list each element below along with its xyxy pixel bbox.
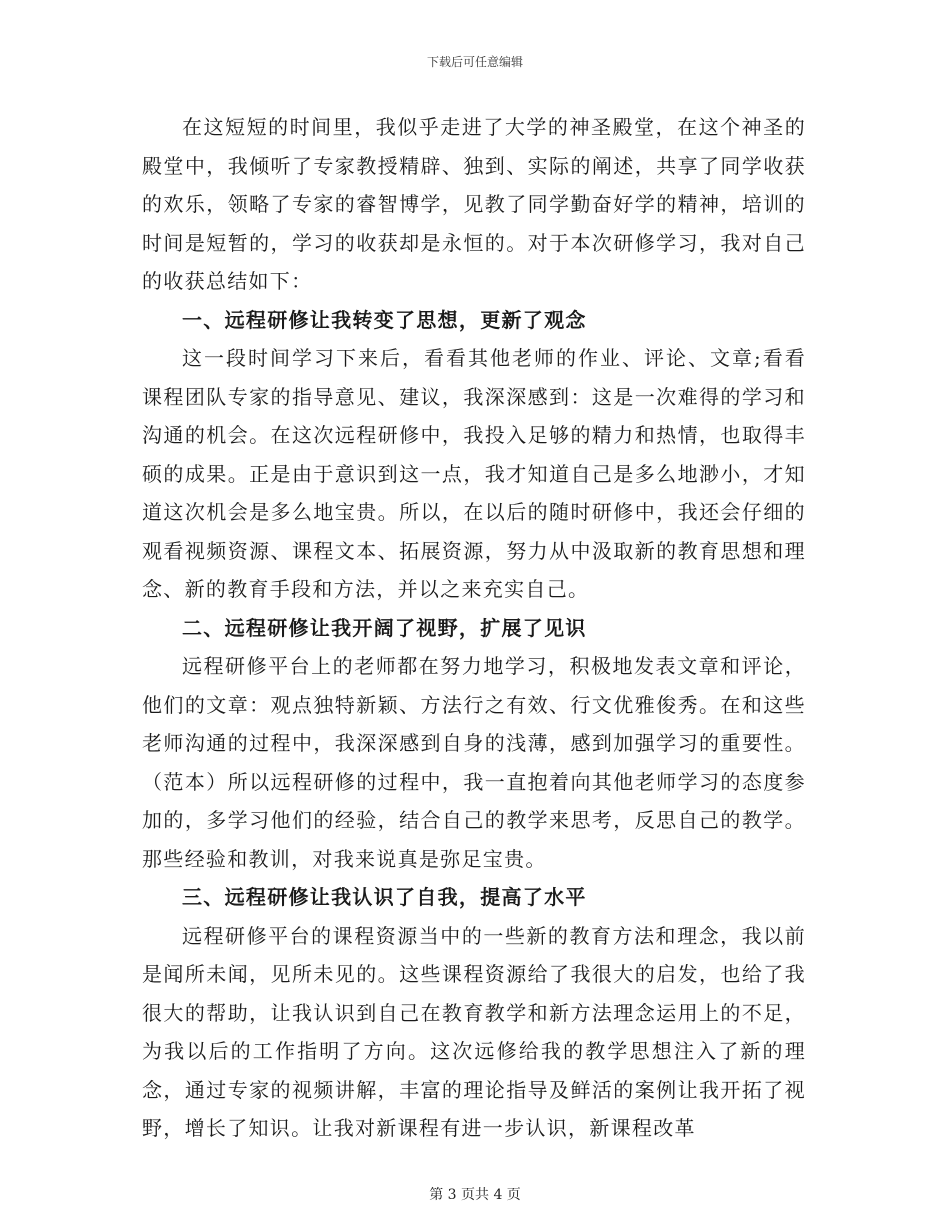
section-heading-2: 二、远程研修让我开阔了视野，扩展了见识 <box>182 615 587 640</box>
section-2-paragraph: 远程研修平台上的老师都在努力地学习，积极地发表文章和评论，他们的文章：观点独特新颖、方法行之有效、行文优雅俊秀。在和这些老师沟通的过程中，我深深感到自身的浅薄，感到加强学习的重要性。（范本）所以远程研修的过程中，我一直抱着向其他老师学习的态度参加的，多学习他们的经验，结合自己的教学来思考，反思自己的教学。那些经验和教训，对我来说真是弥足宝贵。 <box>142 654 806 871</box>
section-3-paragraph: 远程研修平台的课程资源当中的一些新的教育方法和理念，我以前是闻所未闻，见所未见的。这些课程资源给了我很大的启发，也给了我很大的帮助，让我认识到自己在教育教学和新方法理念运用上的不足，为我以后的工作指明了方向。这次远修给我的教学思想注入了新的理念，通过专家的视频讲解，丰富的理论指导及鲜活的案例让我开拓了视野，增长了知识。让我对新课程有进一步认识，新课程改革 <box>142 923 806 1140</box>
section-1-paragraph: 这一段时间学习下来后，看看其他老师的作业、评论、文章;看看课程团队专家的指导意见、建议，我深深感到：这是一次难得的学习和沟通的机会。在这次远程研修中，我投入足够的精力和热情，也取得丰硕的成果。正是由于意识到这一点，我才知道自己是多么地渺小，才知道这次机会是多么地宝贵。所以，在以后的随时研修中，我还会仔细的观看视频资源、课程文本、拓展资源，努力从中汲取新的教育思想和理念、新的教育手段和方法，并以之来充实自己。 <box>142 346 806 601</box>
document-body <box>142 108 806 1148</box>
page-number: 第 3 页共 4 页 <box>429 1187 521 1203</box>
page-header: 下载后可任意编辑 <box>426 55 523 69</box>
intro-paragraph: 在这短短的时间里，我似乎走进了大学的神圣殿堂，在这个神圣的殿堂中，我倾听了专家教授精辟、独到、实际的阐述，共享了同学收获的欢乐，领略了专家的睿智博学，见教了同学勤奋好学的精神，培训的时间是短暂的，学习的收获却是永恒的。对于本次研修学习，我对自己的收获总结如下： <box>142 115 806 293</box>
section-heading-1: 一、远程研修让我转变了思想，更新了观念 <box>182 307 587 332</box>
section-heading-3: 三、远程研修让我认识了自我，提高了水平 <box>182 885 587 909</box>
